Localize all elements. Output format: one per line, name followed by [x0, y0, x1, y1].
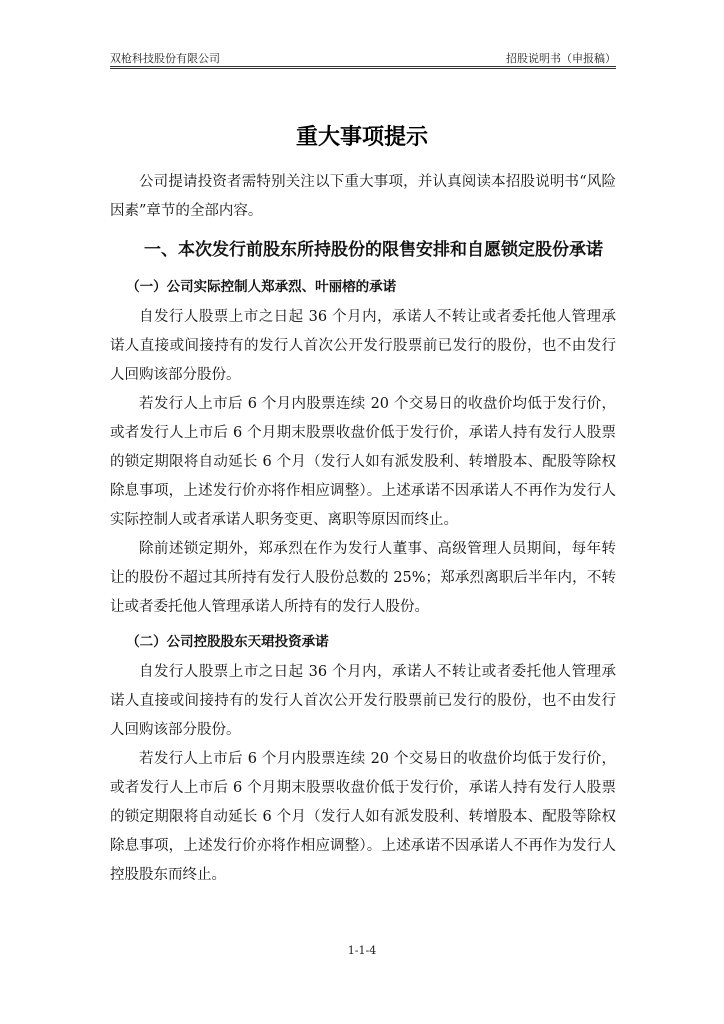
- subsection-heading-controller: （一）公司实际控制人郑承烈、叶丽榕的承诺: [126, 279, 397, 295]
- intro-paragraph: 公司提请投资者需特别关注以下重大事项，并认真阅读本招股说明书“风险因素”章节的全部内容。: [110, 174, 616, 219]
- subsection-heading-shareholder: （二）公司控股股东天珺投资承诺: [126, 634, 329, 650]
- page-header: [110, 50, 616, 66]
- controller-paragraph-3: 除前述锁定期外，郑承烈在作为发行人董事、高级管理人员期间，每年转让的股份不超过其所持有发行人股份总数的 25%；郑承烈离职后半年内，不转让或者委托他人管理承诺人所持有的发行人股份。: [110, 541, 616, 615]
- header-company-name: 双枪科技股份有限公司: [110, 52, 220, 65]
- controller-paragraph-1: 自发行人股票上市之日起 36 个月内，承诺人不转让或者委托他人管理承诺人直接或间接持有的发行人首次公开发行股票前已发行的股份，也不由发行人回购该部分股份。: [110, 309, 616, 383]
- page-title: 重大事项提示: [295, 125, 428, 150]
- controller-paragraph-2: 若发行人上市后 6 个月内股票连续 20 个交易日的收盘价均低于发行价，或者发行人上市后 6 个月期末股票收盘价低于发行价，承诺人持有发行人股票的锁定期限将自动延长 6 个月（发行人如有派发股利、转增股本、配股等除权除息事项，上述发行价亦将作相应调整）。上述承诺不因承诺人不再作为发行人实际控制人或者承诺人职务变更、离职等原因而终止。: [110, 396, 616, 528]
- section-heading-lockup: 一、本次发行前股东所持股份的限售安排和自愿锁定股份承诺: [144, 240, 603, 260]
- shareholder-paragraph-2: 若发行人上市后 6 个月内股票连续 20 个交易日的收盘价均低于发行价，或者发行人上市后 6 个月期末股票收盘价低于发行价，承诺人持有发行人股票的锁定期限将自动延长 6 个月（发行人如有派发股利、转增股本、配股等除权除息事项，上述发行价亦将作相应调整）。上述承诺不因承诺人不再作为发行人控股股东而终止。: [110, 751, 616, 883]
- document-body: [110, 168, 616, 890]
- shareholder-paragraph-1: 自发行人股票上市之日起 36 个月内，承诺人不转让或者委托他人管理承诺人直接或间接持有的发行人首次公开发行股票前已发行的股份，也不由发行人回购该部分股份。: [110, 664, 616, 738]
- header-document-type: 招股说明书（申报稿）: [506, 52, 616, 65]
- page-number: 1-1-4: [347, 944, 377, 957]
- header-divider: [110, 66, 616, 69]
